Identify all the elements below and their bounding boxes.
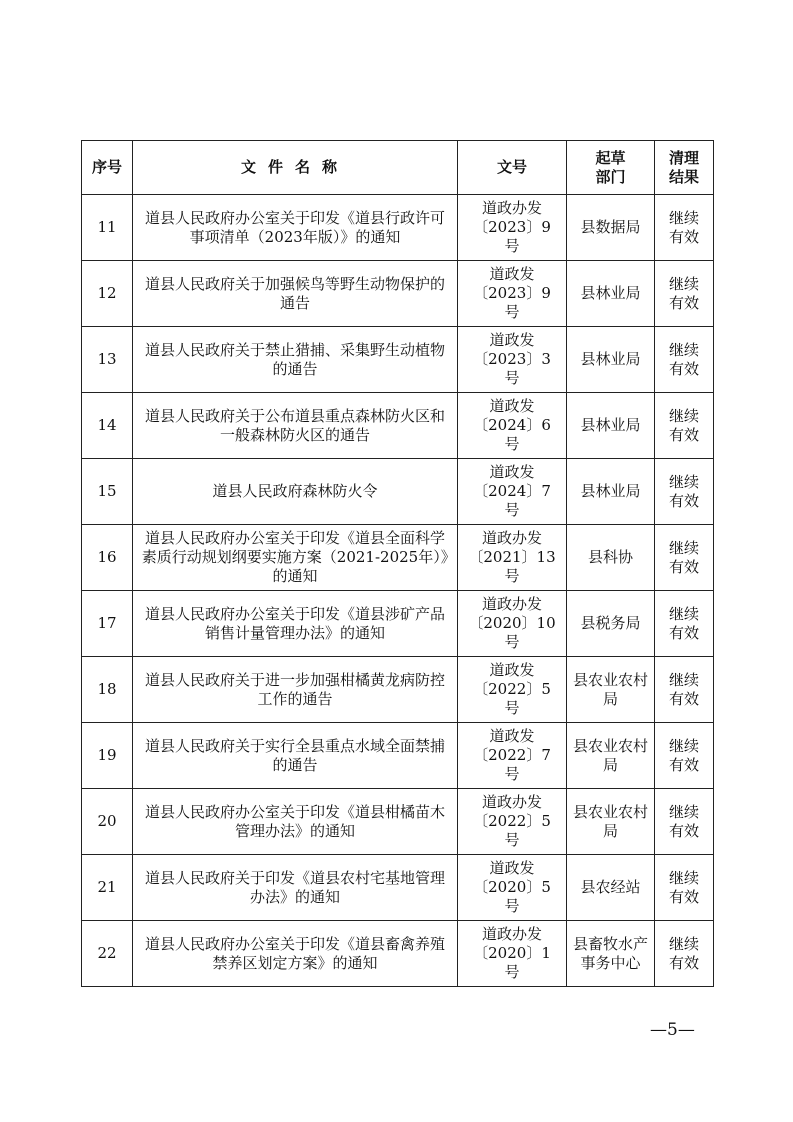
cell-result-line2: 有效 bbox=[668, 623, 699, 642]
cell-name: 道县人民政府关于禁止猎捕、采集野生动植物的通告 bbox=[133, 327, 458, 393]
cell-code-line1: 道政办发 bbox=[481, 529, 542, 547]
cell-result-line2: 有效 bbox=[668, 227, 699, 246]
cell-name: 道县人民政府关于实行全县重点水域全面禁捕的通告 bbox=[133, 723, 458, 789]
cell-code bbox=[458, 921, 567, 987]
cell-no: 18 bbox=[82, 657, 133, 723]
table-row bbox=[82, 789, 714, 855]
cell-result-line2: 有效 bbox=[668, 689, 699, 708]
cell-no: 20 bbox=[82, 789, 133, 855]
cell-name: 道县人民政府办公室关于印发《道县行政许可事项清单（2023年版）》的通知 bbox=[133, 195, 458, 261]
cell-code-line2: 〔2024〕6 号 bbox=[473, 416, 551, 453]
cell-dept: 县农业农村局 bbox=[567, 657, 655, 723]
header-dept-line2: 部门 bbox=[595, 167, 626, 186]
table-row bbox=[82, 327, 714, 393]
cell-name: 道县人民政府关于公布道县重点森林防火区和一般森林防火区的通告 bbox=[133, 393, 458, 459]
cell-dept: 县税务局 bbox=[567, 591, 655, 657]
cell-result-line2: 有效 bbox=[668, 293, 699, 312]
cell-code bbox=[458, 591, 567, 657]
cell-result-line2: 有效 bbox=[668, 821, 699, 840]
cell-code-line1: 道政发 bbox=[489, 397, 535, 415]
cell-result bbox=[655, 855, 714, 921]
cell-name: 道县人民政府办公室关于印发《道县涉矿产品销售计量管理办法》的通知 bbox=[133, 591, 458, 657]
cell-code-line2: 〔2020〕5 号 bbox=[473, 878, 551, 915]
cell-result-line2: 有效 bbox=[668, 359, 699, 378]
cell-result bbox=[655, 789, 714, 855]
cell-name: 道县人民政府办公室关于印发《道县畜禽养殖禁养区划定方案》的通知 bbox=[133, 921, 458, 987]
cell-result bbox=[655, 525, 714, 591]
cell-code bbox=[458, 789, 567, 855]
cell-code bbox=[458, 261, 567, 327]
cell-dept: 县数据局 bbox=[567, 195, 655, 261]
cell-no: 17 bbox=[82, 591, 133, 657]
cell-result-line1: 继续 bbox=[668, 604, 699, 623]
cell-code-line2: 〔2023〕9 号 bbox=[473, 218, 551, 255]
cell-code-line1: 道政发 bbox=[489, 727, 535, 745]
cell-code-line2: 〔2020〕1 号 bbox=[473, 944, 551, 981]
header-dept-line1: 起草 bbox=[595, 148, 626, 167]
cell-code-line1: 道政发 bbox=[489, 463, 535, 481]
cell-result bbox=[655, 723, 714, 789]
cell-name: 道县人民政府关于加强候鸟等野生动物保护的通告 bbox=[133, 261, 458, 327]
cell-code-line1: 道政办发 bbox=[481, 595, 542, 613]
cell-code bbox=[458, 855, 567, 921]
table-row bbox=[82, 855, 714, 921]
cell-no: 14 bbox=[82, 393, 133, 459]
cell-code-line2: 〔2023〕9 号 bbox=[473, 284, 551, 321]
cell-no: 13 bbox=[82, 327, 133, 393]
document-table bbox=[81, 140, 714, 987]
cell-dept: 县农经站 bbox=[567, 855, 655, 921]
cell-dept: 县林业局 bbox=[567, 261, 655, 327]
cell-no: 19 bbox=[82, 723, 133, 789]
cell-dept: 县农业农村局 bbox=[567, 723, 655, 789]
cell-no: 21 bbox=[82, 855, 133, 921]
cell-result-line1: 继续 bbox=[668, 340, 699, 359]
header-result-line2: 结果 bbox=[668, 167, 699, 186]
header-result bbox=[655, 141, 714, 195]
cell-result-line2: 有效 bbox=[668, 491, 699, 510]
cell-result-line1: 继续 bbox=[668, 802, 699, 821]
table-header-row bbox=[82, 141, 714, 195]
cell-code bbox=[458, 657, 567, 723]
cell-no: 11 bbox=[82, 195, 133, 261]
cell-code-line1: 道政办发 bbox=[481, 793, 542, 811]
header-name: 文件名称 bbox=[133, 141, 458, 195]
cell-code-line1: 道政发 bbox=[489, 661, 535, 679]
cell-result-line1: 继续 bbox=[668, 670, 699, 689]
cell-result-line2: 有效 bbox=[668, 887, 699, 906]
cell-code-line1: 道政办发 bbox=[481, 925, 542, 943]
cell-code bbox=[458, 327, 567, 393]
cell-result-line1: 继续 bbox=[668, 406, 699, 425]
cell-code bbox=[458, 195, 567, 261]
cell-name: 道县人民政府关于印发《道县农村宅基地管理办法》的通知 bbox=[133, 855, 458, 921]
cell-code-line1: 道政办发 bbox=[481, 199, 542, 217]
cell-result-line1: 继续 bbox=[668, 736, 699, 755]
cell-result bbox=[655, 327, 714, 393]
cell-result bbox=[655, 591, 714, 657]
cell-result-line2: 有效 bbox=[668, 557, 699, 576]
table-row bbox=[82, 525, 714, 591]
cell-result-line1: 继续 bbox=[668, 868, 699, 887]
cell-dept: 县农业农村局 bbox=[567, 789, 655, 855]
header-code: 文号 bbox=[458, 141, 567, 195]
cell-result-line1: 继续 bbox=[668, 934, 699, 953]
cell-code-line2: 〔2024〕7 号 bbox=[473, 482, 551, 519]
cell-no: 15 bbox=[82, 459, 133, 525]
cell-code-line1: 道政发 bbox=[489, 859, 535, 877]
cell-result-line2: 有效 bbox=[668, 755, 699, 774]
cell-code-line2: 〔2021〕13 号 bbox=[468, 548, 556, 585]
cell-code-line1: 道政发 bbox=[489, 331, 535, 349]
table-row bbox=[82, 393, 714, 459]
cell-code-line2: 〔2022〕5 号 bbox=[473, 812, 551, 849]
cell-code-line2: 〔2022〕7 号 bbox=[473, 746, 551, 783]
cell-result-line1: 继续 bbox=[668, 274, 699, 293]
cell-no: 12 bbox=[82, 261, 133, 327]
cell-no: 22 bbox=[82, 921, 133, 987]
cell-result-line2: 有效 bbox=[668, 953, 699, 972]
cell-dept: 县畜牧水产事务中心 bbox=[567, 921, 655, 987]
table-row bbox=[82, 459, 714, 525]
cell-name: 道县人民政府森林防火令 bbox=[133, 459, 458, 525]
cell-dept: 县科协 bbox=[567, 525, 655, 591]
header-no: 序号 bbox=[82, 141, 133, 195]
table-row bbox=[82, 195, 714, 261]
cell-code bbox=[458, 393, 567, 459]
cell-name: 道县人民政府关于进一步加强柑橘黄龙病防控工作的通告 bbox=[133, 657, 458, 723]
cell-code-line1: 道政发 bbox=[489, 265, 535, 283]
cell-dept: 县林业局 bbox=[567, 459, 655, 525]
cell-result bbox=[655, 657, 714, 723]
table-row bbox=[82, 591, 714, 657]
cell-dept: 县林业局 bbox=[567, 393, 655, 459]
cell-result-line2: 有效 bbox=[668, 425, 699, 444]
cell-code-line2: 〔2022〕5 号 bbox=[473, 680, 551, 717]
page-number: —5— bbox=[650, 1020, 695, 1040]
cell-result-line1: 继续 bbox=[668, 538, 699, 557]
cell-code-line2: 〔2020〕10 号 bbox=[468, 614, 556, 651]
cell-result bbox=[655, 459, 714, 525]
cell-name: 道县人民政府办公室关于印发《道县柑橘苗木管理办法》的通知 bbox=[133, 789, 458, 855]
cell-no: 16 bbox=[82, 525, 133, 591]
cell-code bbox=[458, 525, 567, 591]
cell-result-line1: 继续 bbox=[668, 208, 699, 227]
cell-result-line1: 继续 bbox=[668, 472, 699, 491]
table-row bbox=[82, 261, 714, 327]
cell-code bbox=[458, 723, 567, 789]
header-dept bbox=[567, 141, 655, 195]
table-row bbox=[82, 657, 714, 723]
cell-result bbox=[655, 195, 714, 261]
cell-result bbox=[655, 393, 714, 459]
cell-result bbox=[655, 261, 714, 327]
cell-code-line2: 〔2023〕3 号 bbox=[473, 350, 551, 387]
table-row bbox=[82, 723, 714, 789]
cell-name: 道县人民政府办公室关于印发《道县全面科学素质行动规划纲要实施方案（2021-2025年）》的通知 bbox=[133, 525, 458, 591]
header-result-line1: 清理 bbox=[668, 148, 699, 167]
cell-code bbox=[458, 459, 567, 525]
cell-result bbox=[655, 921, 714, 987]
table-row bbox=[82, 921, 714, 987]
cell-dept: 县林业局 bbox=[567, 327, 655, 393]
